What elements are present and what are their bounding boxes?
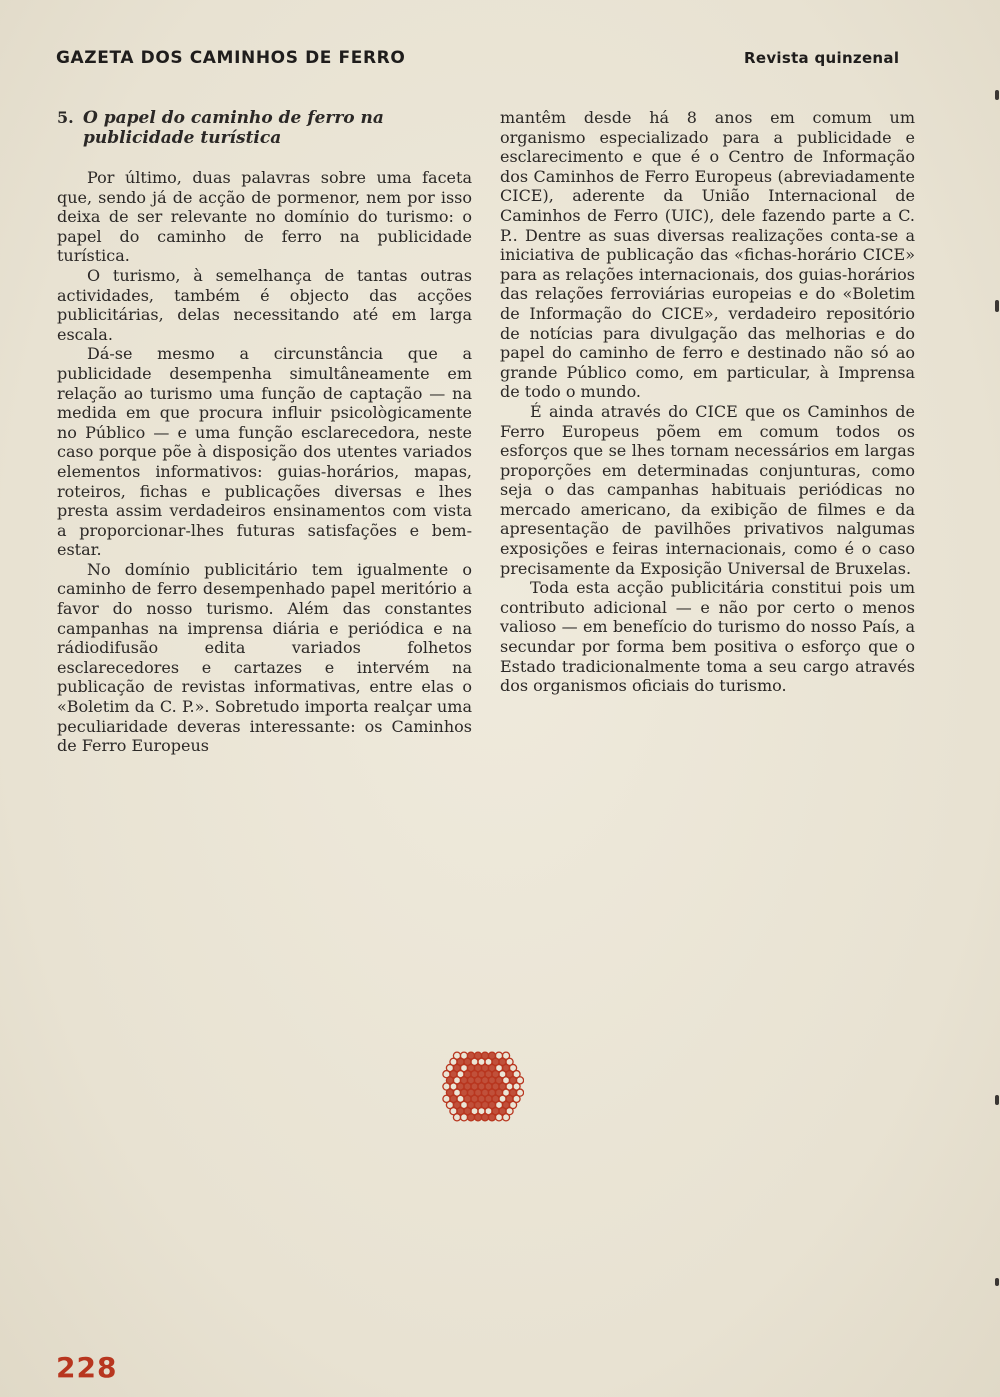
paragraph: Dá-se mesmo a circunstância que a publicidade desempenha simultâneamente em relação ao turismo uma função de captação — na medida em que procura influir psicològicamente no Público — e uma função esclarecedora, neste caso porque põe à disposição dos utentes variados elementos informativos: guias-horários, mapas, roteiros, fichas e publicações diversas e lhes presta assim verdadeiros ensinamentos com vista a proporcionar-lhes futuras satisfações e bem-estar.	[57, 344, 472, 560]
paragraph: mantêm desde há 8 anos em comum um organismo especializado para a publicidade e esclarecimento e que é o Centro de Informação dos Caminhos de Ferro Europeus (abreviadamente CICE), aderente da União Internacional de Caminhos de Ferro (UIC), dele fazendo parte a C. P.. Dentre as suas diversas realizações conta-se a iniciativa de publicação das «fichas-horário CICE» para as relações internacionais, dos guias-horários das relações ferroviárias europeias e do «Boletim de Informação do CICE», verdadeiro repositório de notícias para divulgação das melhorias e do papel do caminho de ferro e destinado não só ao grande Público como, em particular, à Imprensa de todo o mundo.	[500, 108, 915, 402]
ornament-cell	[467, 1114, 474, 1121]
paragraph: Por último, duas palavras sobre uma faceta que, sendo já de acção de pormenor, nem por isso deixa de ser relevante no domínio do turismo: o papel do caminho de ferro na publicidade turística.	[57, 168, 472, 266]
section-title: O papel do caminho de ferro na publicidade turística	[83, 108, 384, 148]
page-number: 228	[56, 1351, 118, 1384]
section-heading	[57, 108, 472, 148]
paragraph: É ainda através do CICE que os Caminhos de Ferro Europeus põem em comum todos os esforços que se lhes tornam necessários em largas proporções em determinadas conjunturas, como seja o das campanhas habituais periódicas no mercado americano, da exibição de filmes e da apresentação de pavilhões privativos nalgumas exposições e feiras internacionais, como é o caso precisamente da Exposição Universal de Bruxelas.	[500, 401, 915, 578]
journal-subtitle: Revista quinzenal	[744, 49, 900, 67]
page-edge-mark	[995, 90, 999, 100]
left-column	[57, 108, 472, 756]
ornament-cell	[460, 1114, 467, 1121]
rosette-ornament-icon	[439, 1044, 524, 1129]
ornament-cell	[495, 1114, 502, 1121]
section-number: 5.	[57, 108, 74, 127]
ornament-cell	[481, 1114, 488, 1121]
ornament-cell	[502, 1114, 509, 1121]
paragraph: O turismo, à semelhança de tantas outras actividades, também é objecto das acções publicitárias, delas necessitando até em larga escala.	[57, 265, 472, 344]
paragraph: No domínio publicitário tem igualmente o caminho de ferro desempenhado papel meritório a favor do nosso turismo. Além das constantes campanhas na imprensa diária e periódica e na rádiodifusão edita variados folhetos esclarecedores e cartazes e intervém na publicação de revistas informativas, entre elas o «Boletim da C. P.». Sobretudo importa realçar uma peculiaridade deveras interessante: os Caminhos de Ferro Europeus	[57, 559, 472, 756]
right-column	[500, 108, 915, 696]
page-edge-mark	[995, 1278, 999, 1286]
ornament-cell	[488, 1114, 495, 1121]
paragraph: Toda esta acção publicitária constitui pois um contributo adicional — e não por certo o menos valioso — em benefício do turismo do nosso País, a secundar por forma bem positiva o esforço que o Estado tradicionalmente toma a seu cargo através dos organismos oficiais do turismo.	[500, 578, 915, 696]
page-edge-mark	[995, 1095, 999, 1105]
ornament-cell	[474, 1114, 481, 1121]
journal-title: GAZETA DOS CAMINHOS DE FERRO	[56, 48, 406, 68]
page-edge-mark	[995, 300, 999, 312]
ornament-cell	[453, 1114, 460, 1121]
